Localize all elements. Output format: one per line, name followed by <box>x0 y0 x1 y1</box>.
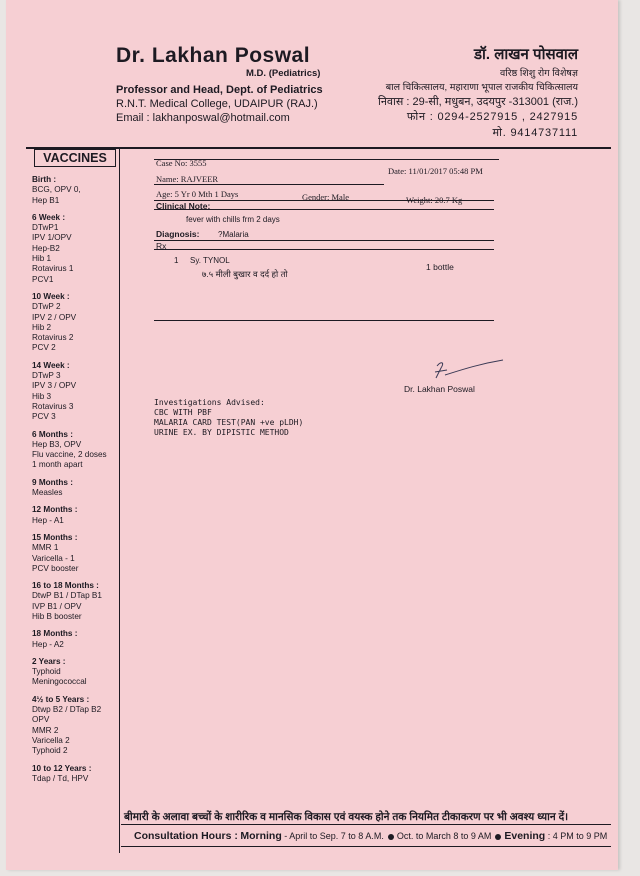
hindi-phone: फोन : 0294-2527915 , 2427915 <box>406 111 578 123</box>
vaccine-group <box>32 764 118 785</box>
vaccine-items: DtwP B1 / DTap B1 IVP B1 / OPV Hib B booster <box>32 591 102 621</box>
patient-name: Name: RAJVEER <box>156 174 219 184</box>
vaccine-age-heading: 12 Months : <box>32 505 78 515</box>
vaccine-items: DTwP 2 IPV 2 / OPV Hib 2 Rotavirus 2 PCV 2 <box>32 302 77 353</box>
vaccine-group <box>32 361 118 423</box>
vaccine-items: Hep - A2 <box>32 639 64 649</box>
patient-weight: Weight: 20.7 Kg <box>406 195 463 205</box>
doctor-degree: M.D. (Pediatrics) <box>246 68 321 79</box>
morning-label: Morning <box>240 830 282 842</box>
vaccine-items: Tdap / Td, HPV <box>32 773 89 783</box>
signature-name: Dr. Lakhan Poswal <box>404 384 475 394</box>
vaccine-age-heading: 10 to 12 Years : <box>32 763 92 773</box>
vaccine-group <box>32 213 118 285</box>
hindi-address: निवास : 29-सी, मधुबन, उदयपुर -313001 (राज.) <box>377 96 578 108</box>
clinical-note-text: fever with chills frm 2 days <box>186 215 280 224</box>
doctor-email: Email : lakhanposwal@hotmail.com <box>116 112 290 124</box>
bullet-icon <box>388 834 394 840</box>
evening-label: Evening <box>504 830 546 842</box>
vaccine-items: Measles <box>32 488 63 498</box>
prescription-sheet <box>6 0 618 870</box>
vaccine-group <box>32 533 118 574</box>
hindi-mobile: मो. 9414737111 <box>492 127 578 139</box>
medicine-name: Sy. TYNOL <box>190 256 230 265</box>
vaccine-age-heading: Birth : <box>32 175 57 184</box>
morning-time-2: Oct. to March 8 to 9 AM <box>396 831 492 841</box>
vaccine-items: Hep - A1 <box>32 515 64 525</box>
investigation-item: CBC WITH PBF <box>154 408 212 417</box>
medicine-instruction: ७.५ मीली बुखार व दर्द हो तो <box>202 269 288 279</box>
vaccine-items: Dtwp B2 / DTap B2 OPV MMR 2 Varicella 2 Typhoid 2 <box>32 705 102 756</box>
bullet-icon <box>495 834 501 840</box>
doctor-signature <box>431 358 506 384</box>
investigation-item: URINE EX. BY DIPISTIC METHOD <box>154 428 289 437</box>
vaccine-age-heading: 16 to 18 Months : <box>32 581 99 591</box>
vaccine-items: Typhoid Meningococcal <box>32 667 87 687</box>
medicine-quantity: 1 bottle <box>426 262 454 272</box>
visit-date: Date: 11/01/2017 05:48 PM <box>388 166 483 176</box>
rx-rule <box>154 249 494 250</box>
vaccines-title: VACCINES <box>34 149 116 167</box>
medicine-number: 1 <box>174 256 179 265</box>
diagnosis-text: ?Malaria <box>218 230 249 239</box>
name-rule <box>154 184 384 185</box>
vaccine-age-heading: 15 Months : <box>32 532 78 542</box>
vaccine-group <box>32 430 118 471</box>
vaccine-age-heading: 2 Years : <box>32 656 66 666</box>
consultation-hours <box>134 830 607 842</box>
vaccine-group <box>32 478 118 499</box>
hindi-hospital: बाल चिकित्सालय, महाराणा भूपाल राजकीय चिकित्सालय <box>385 82 578 93</box>
vaccine-items: DTwP 3 IPV 3 / OPV Hib 3 Rotavirus 3 PCV 3 <box>32 371 77 422</box>
vaccine-age-heading: 4½ to 5 Years : <box>32 694 90 704</box>
vaccine-age-heading: 14 Week : <box>32 360 70 370</box>
footer-rule-bottom <box>121 846 611 847</box>
patient-gender: Gender: Male <box>302 192 349 202</box>
vaccine-group <box>32 175 118 206</box>
vaccine-schedule <box>32 175 118 791</box>
hours-label: Consultation Hours : <box>134 830 238 842</box>
vaccine-items: DTwP1 IPV 1/OPV Hep-B2 Hib 1 Rotavirus 1 PCV1 <box>32 223 74 284</box>
sidebar-divider <box>119 148 120 853</box>
prescription-end-rule <box>154 320 494 321</box>
vaccination-reminder: बीमारी के अलावा बच्चों के शारीरिक व मानसिक विकास एवं वयस्क होने तक नियमित टीकाकरण पर भी अवश्य ध्यान दें। <box>124 811 569 823</box>
vaccine-items: BCG, OPV 0, Hep B1 <box>32 185 81 205</box>
footer-rule-top <box>121 824 611 825</box>
diagnosis-label: Diagnosis: <box>156 229 200 239</box>
vaccine-age-heading: 6 Week : <box>32 212 66 222</box>
vaccine-group <box>32 695 118 757</box>
patient-age: Age: 5 Yr 0 Mth 1 Days <box>156 189 239 199</box>
investigation-item: MALARIA CARD TEST(PAN +ve pLDH) <box>154 418 304 427</box>
hindi-degree: वरिष्ठ शिशु रोग विशेषज्ञ <box>500 68 578 79</box>
college-name: R.N.T. Medical College, UDAIPUR (RAJ.) <box>116 98 318 110</box>
hindi-doctor-name: डॉ. लाखन पोसवाल <box>473 46 578 63</box>
doctor-designation: Professor and Head, Dept. of Pediatrics <box>116 84 323 96</box>
vaccine-group <box>32 292 118 354</box>
vaccine-age-heading: 6 Months : <box>32 429 73 439</box>
clinical-note-label: Clinical Note: <box>156 201 211 211</box>
vaccine-group <box>32 629 118 650</box>
rx-symbol: Rx <box>156 241 167 251</box>
investigations-label: Investigations Advised: <box>154 398 265 407</box>
vaccine-age-heading: 18 Months : <box>32 629 78 639</box>
clinical-rule <box>154 209 494 210</box>
doctor-name: Dr. Lakhan Poswal <box>116 44 311 67</box>
vaccine-group <box>32 581 118 622</box>
morning-time-1: - April to Sep. 7 to 8 A.M. <box>284 831 384 841</box>
vaccine-group <box>32 505 118 526</box>
diagnosis-rule <box>154 240 494 241</box>
vaccine-items: MMR 1 Varicella - 1 PCV booster <box>32 543 79 573</box>
vaccine-group <box>32 657 118 688</box>
vaccine-items: Hep B3, OPV Flu vaccine, 2 doses 1 month apart <box>32 439 107 470</box>
vaccine-age-heading: 9 Months : <box>32 477 73 487</box>
case-number: Case No: 3555 <box>156 158 207 168</box>
evening-time: : 4 PM to 9 PM <box>547 831 608 841</box>
vaccine-age-heading: 10 Week : <box>32 291 70 301</box>
